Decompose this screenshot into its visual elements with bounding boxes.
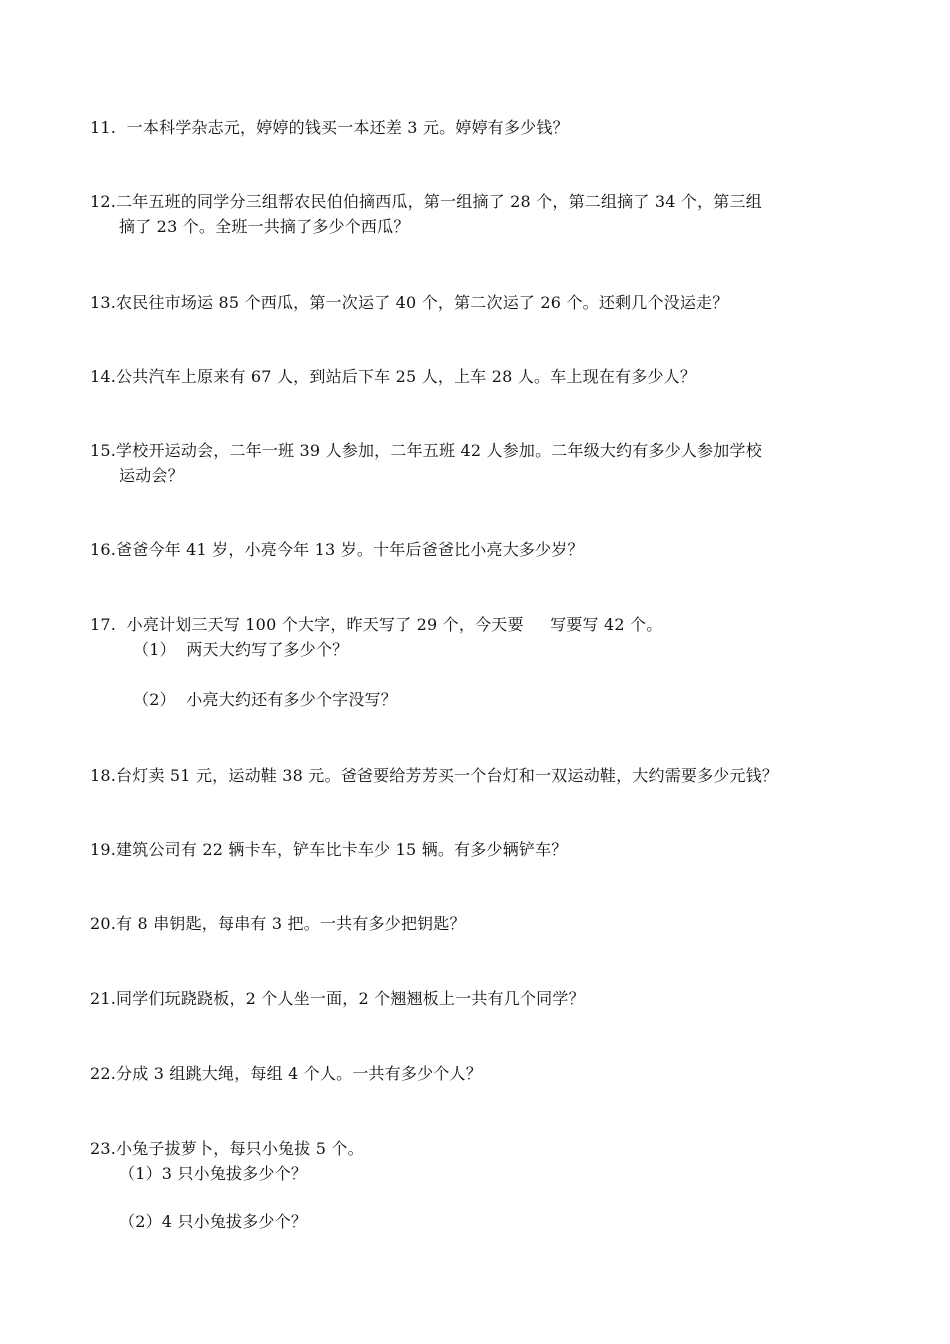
problem-13: 13.农民往市场运 85 个西瓜，第一次运了 40 个，第二次运了 26 个。还剩几个没运走？	[90, 293, 729, 312]
problem-15-line-2: 运动会？	[119, 466, 184, 485]
problem-23: 23.小兔子拔萝卜，每只小兔拔 5 个。	[90, 1139, 364, 1158]
problem-22: 22.分成 3 组跳大绳，每组 4 个人。一共有多少个人？	[90, 1064, 482, 1083]
problem-17-subquestion-1: （1） 两天大约写了多少个？	[133, 640, 349, 659]
problem-15-line-1: 15.学校开运动会，二年一班 39 人参加，二年五班 42 人参加。二年级大约有多少人参加学校	[90, 441, 762, 460]
problem-20: 20.有 8 串钥匙，每串有 3 把。一共有多少把钥匙？	[90, 914, 466, 933]
problem-16: 16.爸爸今年 41 岁，小亮今年 13 岁。十年后爸爸比小亮大多少岁？	[90, 540, 584, 559]
problem-21: 21.同学们玩跷跷板，2 个人坐一面，2 个翘翘板上一共有几个同学？	[90, 989, 585, 1008]
problem-23-subquestion-1: （1）3 只小兔拔多少个？	[119, 1164, 308, 1183]
problem-17-subquestion-2: （2） 小亮大约还有多少个字没写？	[133, 690, 397, 709]
problem-14: 14.公共汽车上原来有 67 人，到站后下车 25 人，上车 28 人。车上现在有多少人？	[90, 367, 697, 386]
problem-12-line-2: 摘了 23 个。全班一共摘了多少个西瓜？	[119, 217, 410, 236]
problem-12-line-1: 12.二年五班的同学分三组帮农民伯伯摘西瓜，第一组摘了 28 个，第二组摘了 34 个，第三组	[90, 192, 762, 211]
problem-18: 18.台灯卖 51 元，运动鞋 38 元。爸爸要给芳芳买一个台灯和一双运动鞋，大约需要多少元钱？	[90, 766, 779, 785]
problem-19: 19.建筑公司有 22 辆卡车，铲车比卡车少 15 辆。有多少辆铲车？	[90, 840, 568, 859]
problem-17: 17. 小亮计划三天写 100 个大字，昨天写了 29 个，今天要 写要写 42 个。	[90, 615, 663, 634]
problem-23-subquestion-2: （2）4 只小兔拔多少个？	[119, 1212, 308, 1231]
problem-11: 11. 一本科学杂志元，婷婷的钱买一本还差 3 元。婷婷有多少钱？	[90, 118, 569, 137]
